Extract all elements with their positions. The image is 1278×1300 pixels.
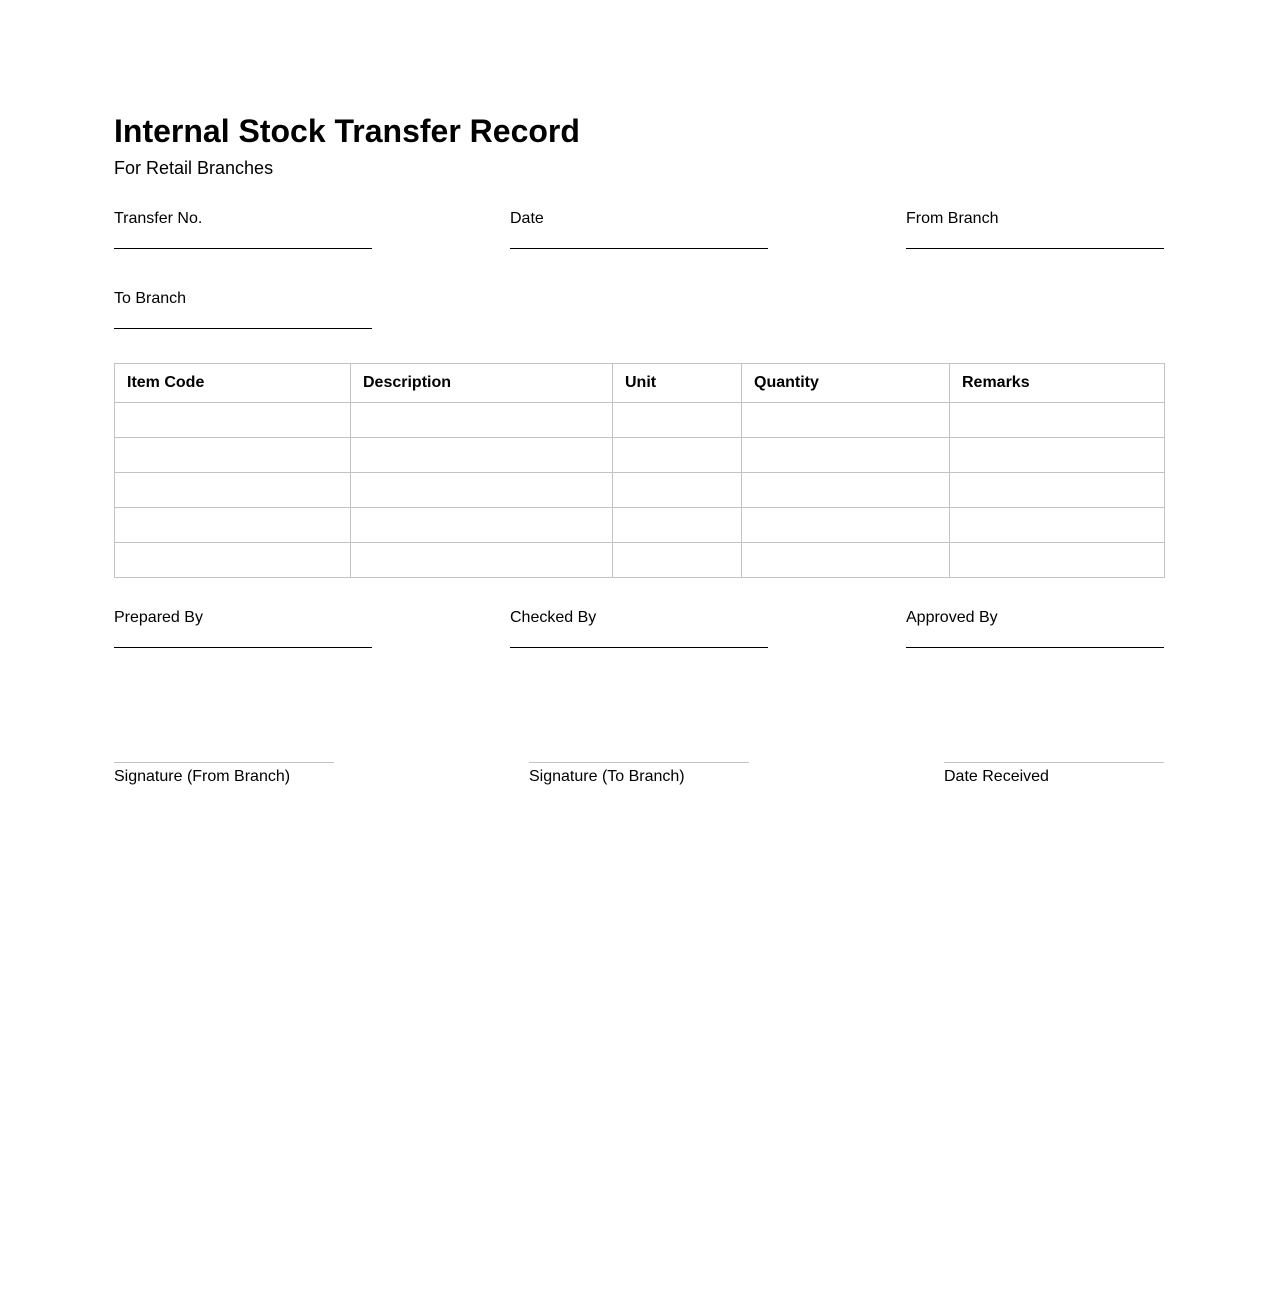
checked-by-label: Checked By [510, 609, 597, 626]
table-row [115, 543, 1165, 578]
checked-by-field [510, 608, 768, 628]
signature-from-branch-line[interactable] [114, 762, 334, 763]
table-row [115, 438, 1165, 473]
description-cell[interactable] [351, 473, 613, 508]
to-branch-input[interactable] [114, 328, 372, 329]
unit-cell[interactable] [613, 543, 742, 578]
quantity-cell[interactable] [742, 438, 950, 473]
unit-cell[interactable] [613, 473, 742, 508]
approved-by-input[interactable] [906, 647, 1164, 648]
date-received-block [944, 762, 1164, 787]
signature-to-branch-line[interactable] [529, 762, 749, 763]
unit-cell[interactable] [613, 403, 742, 438]
column-header-quantity: Quantity [742, 364, 950, 403]
prepared-by-label: Prepared By [114, 609, 203, 626]
column-header-item-code: Item Code [115, 364, 351, 403]
approved-by-field [906, 608, 1164, 628]
page-title: Internal Stock Transfer Record [114, 113, 580, 149]
remarks-cell[interactable] [950, 473, 1165, 508]
remarks-cell[interactable] [950, 438, 1165, 473]
transfer-no-field [114, 209, 372, 229]
signature-from-branch-label: Signature (From Branch) [114, 768, 291, 785]
quantity-cell[interactable] [742, 543, 950, 578]
signature-to-branch-label: Signature (To Branch) [529, 768, 685, 785]
date-received-label: Date Received [944, 768, 1049, 785]
item-code-cell[interactable] [115, 438, 351, 473]
date-field [510, 209, 768, 229]
signature-from-branch-block [114, 762, 334, 787]
item-code-cell[interactable] [115, 403, 351, 438]
to-branch-label: To Branch [114, 290, 187, 307]
from-branch-label: From Branch [906, 210, 999, 227]
remarks-cell[interactable] [950, 543, 1165, 578]
column-header-unit: Unit [613, 364, 742, 403]
table-row [115, 403, 1165, 438]
signature-to-branch-block [529, 762, 749, 787]
unit-cell[interactable] [613, 508, 742, 543]
from-branch-field [906, 209, 1164, 229]
approved-by-label: Approved By [906, 609, 998, 626]
table-header-row [115, 364, 1165, 403]
transfer-no-input[interactable] [114, 248, 372, 249]
transfer-no-label: Transfer No. [114, 210, 203, 227]
remarks-cell[interactable] [950, 403, 1165, 438]
to-branch-field [114, 289, 372, 309]
description-cell[interactable] [351, 508, 613, 543]
unit-cell[interactable] [613, 438, 742, 473]
items-table [114, 363, 1165, 578]
page-subtitle: For Retail Branches [114, 158, 274, 178]
quantity-cell[interactable] [742, 403, 950, 438]
column-header-remarks: Remarks [950, 364, 1165, 403]
description-cell[interactable] [351, 403, 613, 438]
date-received-line[interactable] [944, 762, 1164, 763]
quantity-cell[interactable] [742, 508, 950, 543]
item-code-cell[interactable] [115, 543, 351, 578]
description-cell[interactable] [351, 543, 613, 578]
item-code-cell[interactable] [115, 473, 351, 508]
prepared-by-input[interactable] [114, 647, 372, 648]
item-code-cell[interactable] [115, 508, 351, 543]
quantity-cell[interactable] [742, 473, 950, 508]
from-branch-input[interactable] [906, 248, 1164, 249]
column-header-description: Description [351, 364, 613, 403]
prepared-by-field [114, 608, 372, 628]
table-row [115, 473, 1165, 508]
remarks-cell[interactable] [950, 508, 1165, 543]
date-label: Date [510, 210, 544, 227]
description-cell[interactable] [351, 438, 613, 473]
date-input[interactable] [510, 248, 768, 249]
checked-by-input[interactable] [510, 647, 768, 648]
table-row [115, 508, 1165, 543]
